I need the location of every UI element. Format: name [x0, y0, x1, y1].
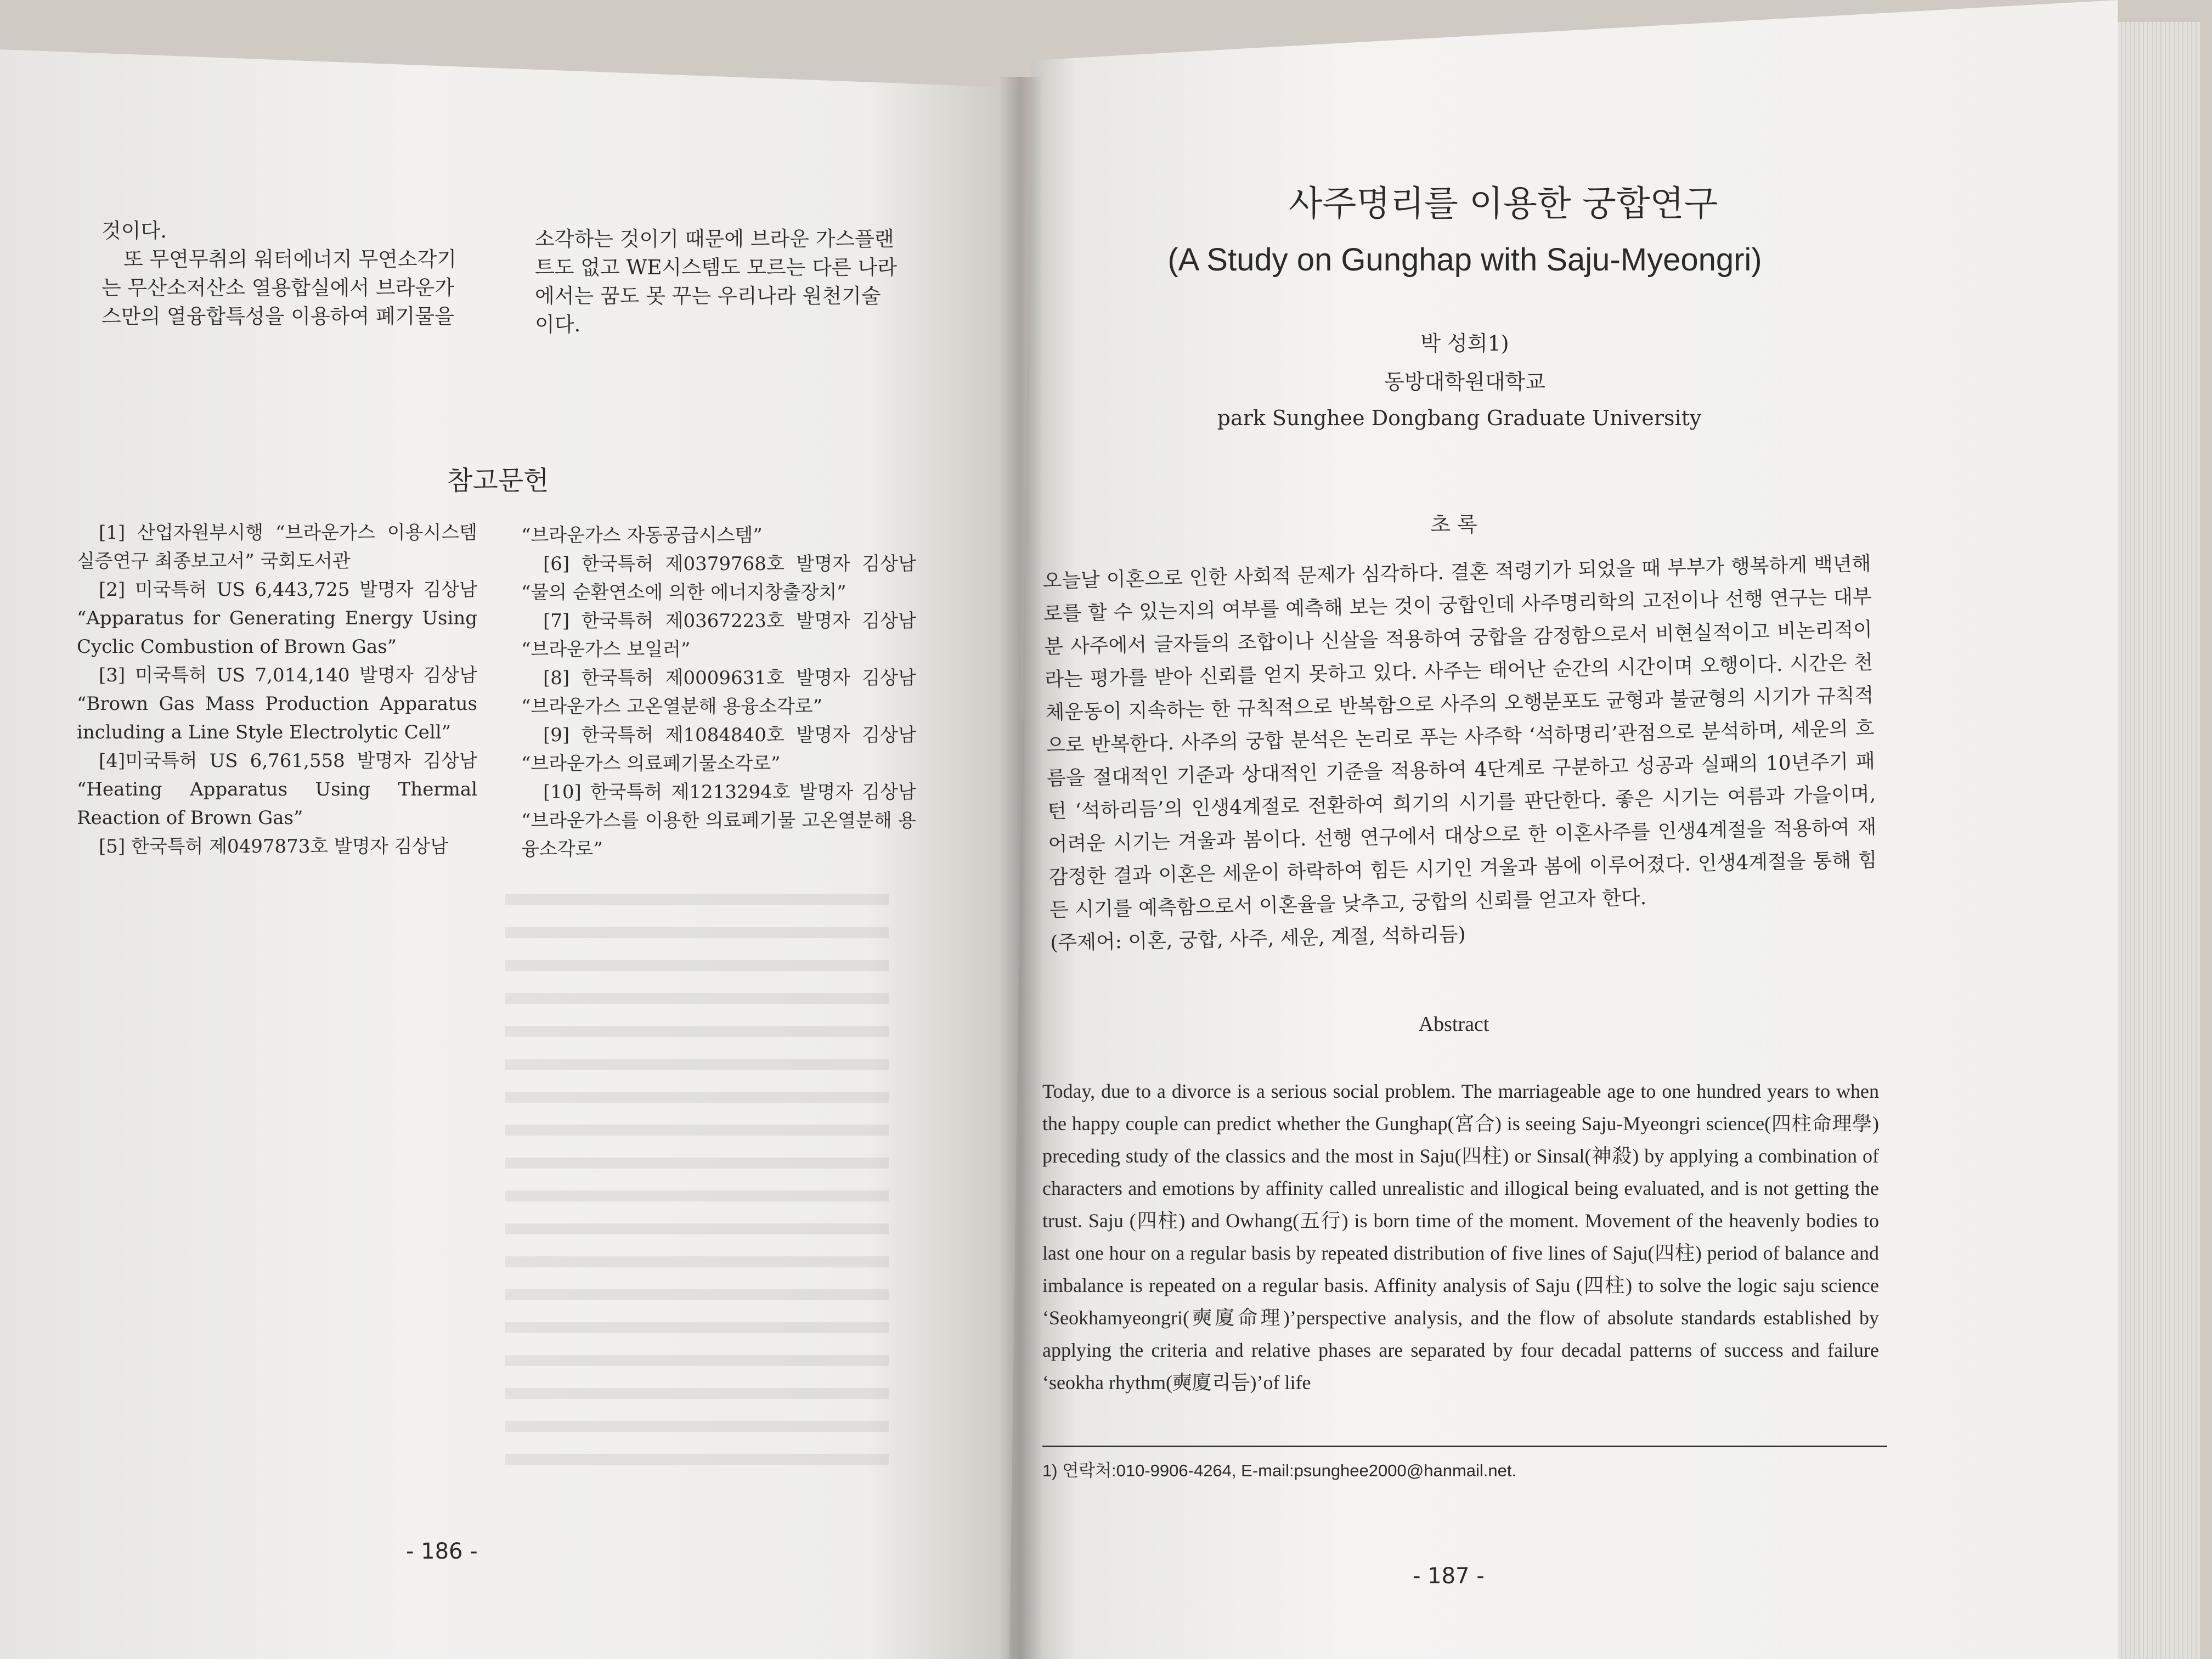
- left-col1-body: [101, 217, 513, 331]
- footnote: 1) 연락처:010-9906-4264, E-mail:psunghee2000@hanmail.net.: [1042, 1461, 1517, 1480]
- keywords: (주제어: 이혼, 궁합, 사주, 세운, 계절, 석하리듬): [1050, 923, 1466, 955]
- references-heading: 참고문헌: [447, 465, 549, 496]
- body-line: 에서는 꿈도 못 꾸는 우리나라 원천기술: [535, 284, 881, 308]
- reference-item: [9] 한국특허 제1084840호 발명자 김상남 “브라운가스 의료폐기물소각로”: [521, 724, 916, 775]
- body-line: 트도 없고 WE시스템도 모르는 다른 나라: [535, 256, 897, 279]
- book-gutter: [998, 77, 1042, 1659]
- body-line: 것이다.: [101, 219, 167, 242]
- reference-item: [1] 산업자원부시행 “브라운가스 이용시스템 실증연구 최종보고서” 국회도서관: [77, 522, 477, 572]
- reference-item: “브라운가스 자동공급시스템”: [521, 524, 763, 546]
- body-line: 이다.: [535, 313, 581, 336]
- page-edges: [2118, 22, 2200, 1659]
- body-line: 또 무연무취의 워터에너지 무연소각기: [123, 247, 457, 271]
- references-col1: [77, 518, 477, 861]
- body-line: 는 무산소저산소 열용합실에서 브라운가: [101, 276, 454, 300]
- abstract-en: Today, due to a divorce is a serious social problem. The marriageable age to one hundred years to when the happy couple can predict whether the Gunghap(宮合) is seeing Saju-Myeongri science(四柱命理學) preceding study of the classics and the most in Saju(四柱) or Sinsal(神殺) by applying a combination of characters and emotions by affinity called unrealistic and illogical being evaluated, and is not getting the trust. Saju (四柱) and Owhang(五行) is born time of the moment. Movement of the heavenly bodies to last one hour on a regular basis by repeated distribution of five lines of Saju(四柱) period of balance and imbalance is repeated on a regular basis. Affinity analysis of Saju (四柱) to solve the logic saju science ‘Seokhamyeongri(奭廈命理)’perspective analysis, and the flow of absolute standards established by applying the criteria and relative phases are separated by four decadal patterns of success and failure ‘seokha rhythm(奭廈리듬)’of life: [1042, 1080, 1879, 1393]
- abstract-en-heading: Abstract: [1418, 1013, 1489, 1036]
- reference-item: [8] 한국특허 제0009631호 발명자 김상남 “브라운가스 고온열분해 용융소각로”: [521, 667, 916, 718]
- abstract-ko-heading: 초 록: [1430, 512, 1477, 537]
- body-line: 스만의 열융합특성을 이용하여 폐기물을: [101, 304, 454, 328]
- reference-item: [5] 한국특허 제0497873호 발명자 김상남: [99, 836, 448, 857]
- article-title-en: (A Study on Gunghap with Saju-Myeongri): [1167, 242, 1762, 278]
- page-number-right: - 187 -: [1413, 1564, 1485, 1589]
- abstract-ko: [1042, 548, 1879, 960]
- author-name: 박 성희1): [1420, 331, 1509, 356]
- references-col2: [521, 521, 916, 864]
- author-affiliation: 동방대학원대학교: [1384, 370, 1545, 394]
- reference-item: [3] 미국특허 US 7,014,140 발명자 김상남 “Brown Gas Mass Production Apparatus including a Line Style Electrolytic Cell”: [77, 664, 477, 743]
- reference-item: [7] 한국특허 제0367223호 발명자 김상남 “브라운가스 보일러”: [521, 610, 916, 661]
- body-line: 소각하는 것이기 때문에 브라운 가스플랜: [535, 227, 894, 251]
- left-col2-body: [535, 225, 930, 339]
- footnote-divider: [1042, 1446, 1887, 1447]
- reference-item: [2] 미국특허 US 6,443,725 발명자 김상남 “Apparatus for Generating Energy Using Cyclic Combustion of Brown Gas”: [77, 579, 477, 658]
- reference-item: [6] 한국특허 제0379768호 발명자 김상남 “물의 순환연소에 의한 에너지창출장치”: [521, 553, 916, 603]
- reference-item: [4]미국특허 US 6,761,558 발명자 김상남 “Heating Apparatus Using Thermal Reaction of Brown Gas”: [77, 750, 477, 829]
- article-title-ko: 사주명리를 이용한 궁합연구: [1288, 184, 1718, 224]
- abstract-ko-text: 오늘날 이혼으로 인한 사회적 문제가 심각하다. 결혼 적령기가 되었을 때 부부가 행복하게 백년해로를 할 수 있는지의 여부를 예측해 보는 것이 궁합인데 사주명리학의 고전이나 선행 연구는 대부분 사주에서 글자들의 조합이나 신살을 적용하여 궁합을 감정함으로서 비현실적이고 비논리적이라는 평가를 받아 신뢰를 얻지 못하고 있다. 사주는 태어난 순간의 시간이며 오행이다. 시간은 천체운동이 지속하는 한 규칙적으로 반복함으로 사주의 오행분포도 균형과 불균형의 시기가 규칙적으로 반복한다. 사주의 궁합 분석은 논리로 푸는 사주학 ‘석하명리’관점으로 분석하며, 세운의 흐름을 절대적인 기준과 상대적인 기준을 적용하여 4단계로 구분하고 성공과 실패의 10년주기 패턴 ‘석하리듬’의 인생4계절로 전환하여 희기의 시기를 판단한다. 좋은 시기는 여름과 가을이며, 어려운 시기는 겨울과 봄이다. 선행 연구에서 대상으로 한 이혼사주를 인생4계절을 적용하여 재감정한 결과 이혼은 세운이 하락하여 힘든 시기인 겨울과 봄에 이루어졌다. 인생4계절을 통해 힘든 시기를 예측함으로서 이혼율을 낮추고, 궁합의 신뢰를 얻고자 한다.: [1042, 552, 1878, 922]
- author-en: park Sunghee Dongbang Graduate University: [1217, 406, 1702, 430]
- show-through-text: [505, 889, 889, 1465]
- reference-item: [10] 한국특허 제1213294호 발명자 김상남 “브라운가스를 이용한 의료폐기물 고온열분해 용융소각로”: [521, 781, 916, 860]
- page-number-left: - 186 -: [406, 1539, 478, 1564]
